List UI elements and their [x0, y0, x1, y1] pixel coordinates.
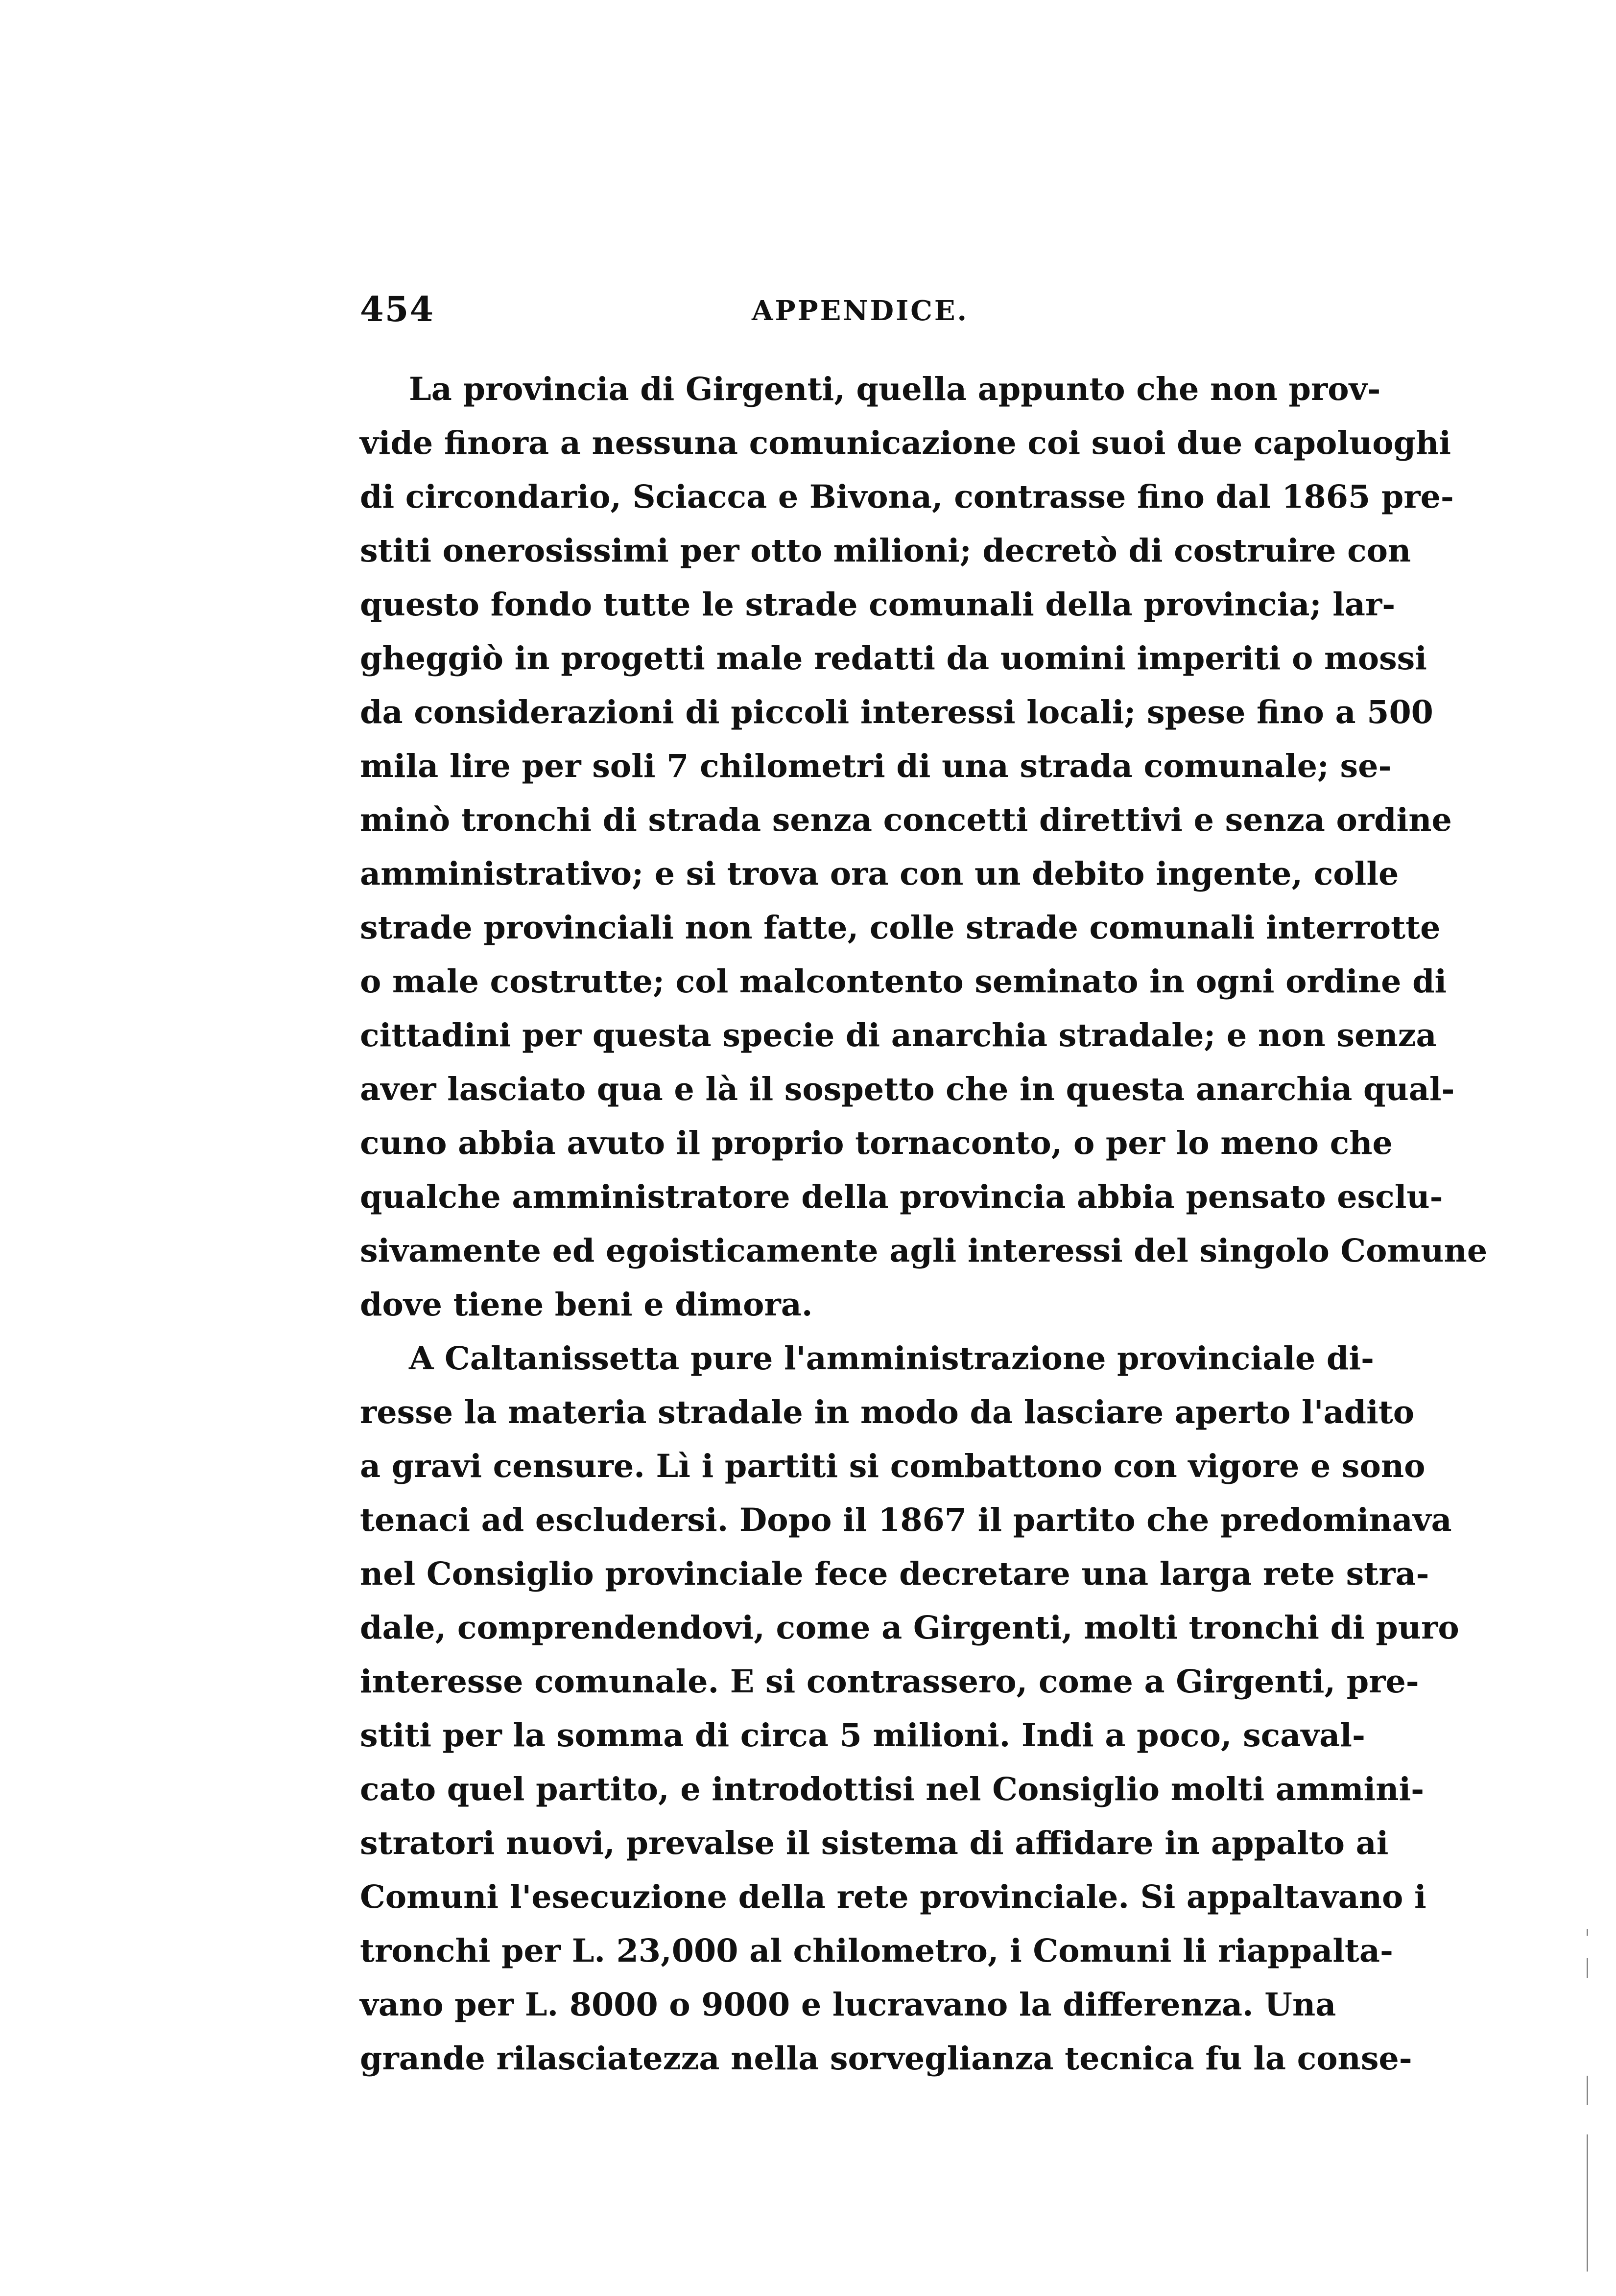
text-line: dove tiene beni e dimora.	[360, 1286, 813, 1323]
text-line: La provincia di Girgenti, quella appunto che non prov-	[409, 371, 1381, 408]
text-line: minò tronchi di strada senza concetti direttivi e senza ordine	[360, 801, 1452, 839]
text-line: A Caltanissetta pure l'amministrazione provinciale di-	[409, 1340, 1375, 1377]
scan-speck	[1587, 2134, 1588, 2272]
text-line: strade provinciali non fatte, colle strade comunali interrotte	[360, 909, 1441, 946]
text-line: nel Consiglio provinciale fece decretare una larga rete stra-	[360, 1555, 1429, 1593]
text-line: amministrativo; e si trova ora con un debito ingente, colle	[360, 855, 1399, 892]
text-line: grande rilasciatezza nella sorveglianza tecnica fu la conse-	[360, 2040, 1412, 2077]
scan-speck	[1587, 1958, 1588, 1978]
body-text	[360, 362, 1488, 2085]
text-line: resse la materia stradale in modo da lasciare aperto l'adito	[360, 1394, 1415, 1431]
text-line: qualche amministratore della provincia abbia pensato esclu-	[360, 1178, 1443, 1216]
text-line: questo fondo tutte le strade comunali della provincia; lar-	[360, 586, 1396, 623]
text-line: vide finora a nessuna comunicazione coi suoi due capoluoghi	[360, 424, 1451, 462]
text-line: mila lire per soli 7 chilometri di una strada comunale; se-	[360, 748, 1392, 785]
text-line: tenaci ad escludersi. Dopo il 1867 il partito che predominava	[360, 1501, 1452, 1539]
text-line: o male costrutte; col malcontento seminato in ogni ordine di	[360, 963, 1447, 1000]
text-line: gheggiò in progetti male redatti da uomini imperiti o mossi	[360, 640, 1427, 677]
text-line: cittadini per questa specie di anarchia stradale; e non senza	[360, 1017, 1437, 1054]
text-line: tronchi per L. 23,000 al chilometro, i Comuni li riappalta-	[360, 1932, 1394, 1969]
text-line: stiti onerosissimi per otto milioni; decretò di costruire con	[360, 532, 1411, 569]
text-line: interesse comunale. E si contrassero, come a Girgenti, pre-	[360, 1663, 1419, 1700]
text-line: vano per L. 8000 o 9000 e lucravano la differenza. Una	[360, 1986, 1336, 2023]
text-line: cato quel partito, e introdottisi nel Consiglio molti ammini-	[360, 1771, 1425, 1808]
paragraph-2	[360, 1332, 1459, 2085]
text-line: da considerazioni di piccoli interessi locali; spese fino a 500	[360, 694, 1433, 731]
running-head: APPENDICE.	[752, 295, 969, 327]
scan-speck	[1587, 1929, 1588, 1936]
text-line: Comuni l'esecuzione della rete provinciale. Si appaltavano i	[360, 1878, 1426, 1916]
text-line: stiti per la somma di circa 5 milioni. Indi a poco, scaval-	[360, 1717, 1365, 1754]
text-line: stratori nuovi, prevalse il sistema di affidare in appalto ai	[360, 1825, 1389, 1862]
text-line: dale, comprendendovi, come a Girgenti, molti tronchi di puro	[360, 1609, 1459, 1646]
text-line: a gravi censure. Lì i partiti si combattono con vigore e sono	[360, 1448, 1426, 1485]
scan-margin-specks	[1587, 1929, 1590, 2272]
text-line: aver lasciato qua e là il sospetto che in questa anarchia qual-	[360, 1071, 1455, 1108]
text-line: di circondario, Sciacca e Bivona, contrasse fino dal 1865 pre-	[360, 478, 1454, 515]
page-header	[360, 289, 1330, 338]
paragraph-1	[360, 362, 1488, 1332]
scan-speck	[1587, 2076, 1588, 2105]
text-line: sivamente ed egoisticamente agli interessi del singolo Comune	[360, 1232, 1488, 1269]
text-line: cuno abbia avuto il proprio tornaconto, o per lo meno che	[360, 1125, 1393, 1162]
page-number: 454	[360, 289, 435, 329]
